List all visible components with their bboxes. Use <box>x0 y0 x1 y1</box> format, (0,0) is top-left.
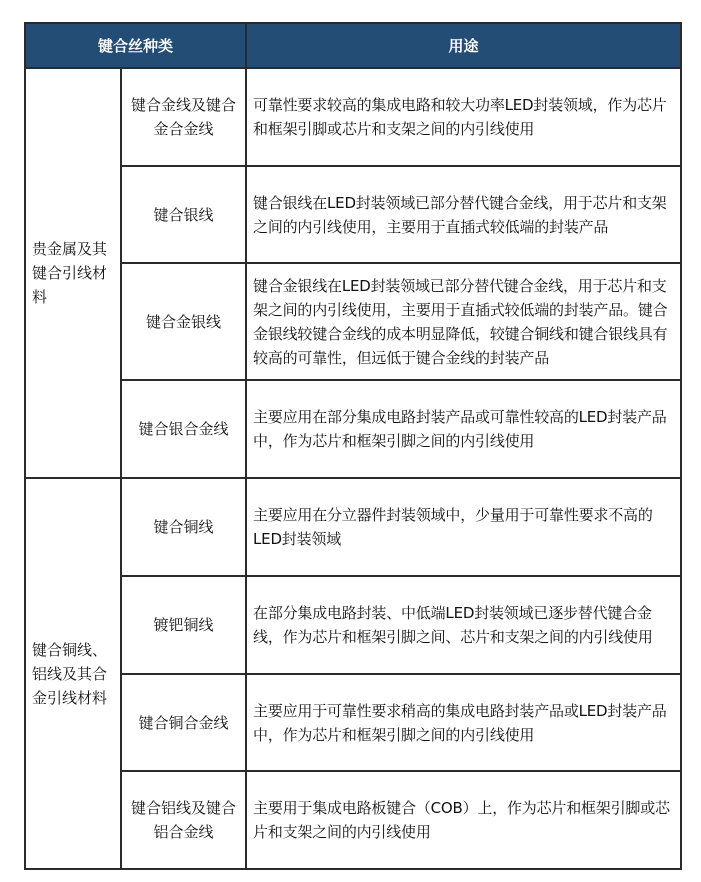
usage-cell: 主要应用在部分集成电路封装产品或可靠性较高的LED封装产品中，作为芯片和框架引脚之间的内引线使用 <box>246 380 681 478</box>
table-row <box>25 576 681 674</box>
usage-cell: 可靠性要求较高的集成电路和较大功率LED封装领域，作为芯片和框架引脚或芯片和支架之间的内引线使用 <box>246 68 681 166</box>
header-wire-type: 键合丝种类 <box>25 23 246 68</box>
wire-type-cell: 键合银线 <box>121 166 246 263</box>
table-row <box>25 478 681 576</box>
header-row <box>25 23 681 68</box>
wire-type-cell: 键合金银线 <box>121 263 246 380</box>
wire-type-cell: 镀钯铜线 <box>121 576 246 674</box>
usage-cell: 键合银线在LED封装领域已部分替代键合金线，用于芯片和支架之间的内引线使用，主要用于直插式较低端的封装产品 <box>246 166 681 263</box>
table-row <box>25 263 681 380</box>
usage-cell: 主要应用在分立器件封装领域中，少量用于可靠性要求不高的LED封装领域 <box>246 478 681 576</box>
usage-cell: 在部分集成电路封装、中低端LED封装领域已逐步替代键合金线，作为芯片和框架引脚之间、芯片和支架之间的内引线使用 <box>246 576 681 674</box>
category-precious-metal: 贵金属及其键合引线材料 <box>25 68 121 478</box>
wire-type-cell: 键合铜线 <box>121 478 246 576</box>
table-row <box>25 166 681 263</box>
table-row <box>25 771 681 869</box>
usage-cell: 主要用于集成电路板键合（COB）上，作为芯片和框架引脚或芯片和支架之间的内引线使用 <box>246 771 681 869</box>
table-row <box>25 380 681 478</box>
wire-type-cell: 键合金线及键合金合金线 <box>121 68 246 166</box>
table-row <box>25 674 681 771</box>
wire-type-cell: 键合银合金线 <box>121 380 246 478</box>
usage-cell: 键合金银线在LED封装领域已部分替代键合金线，用于芯片和支架之间的内引线使用，主要用于直插式较低端的封装产品。键合金银线较键合金线的成本明显降低，较键合铜线和键合银线具有较高的可靠性，但远低于键合金线的封装产品 <box>246 263 681 380</box>
category-copper-aluminum: 键合铜线、铝线及其合金引线材料 <box>25 478 121 869</box>
bonding-wire-table <box>24 22 682 870</box>
wire-type-cell: 键合铜合金线 <box>121 674 246 771</box>
usage-cell: 主要应用于可靠性要求稍高的集成电路封装产品或LED封装产品中，作为芯片和框架引脚之间的内引线使用 <box>246 674 681 771</box>
header-usage: 用途 <box>246 23 681 68</box>
wire-type-cell: 键合铝线及键合铝合金线 <box>121 771 246 869</box>
table-row <box>25 68 681 166</box>
